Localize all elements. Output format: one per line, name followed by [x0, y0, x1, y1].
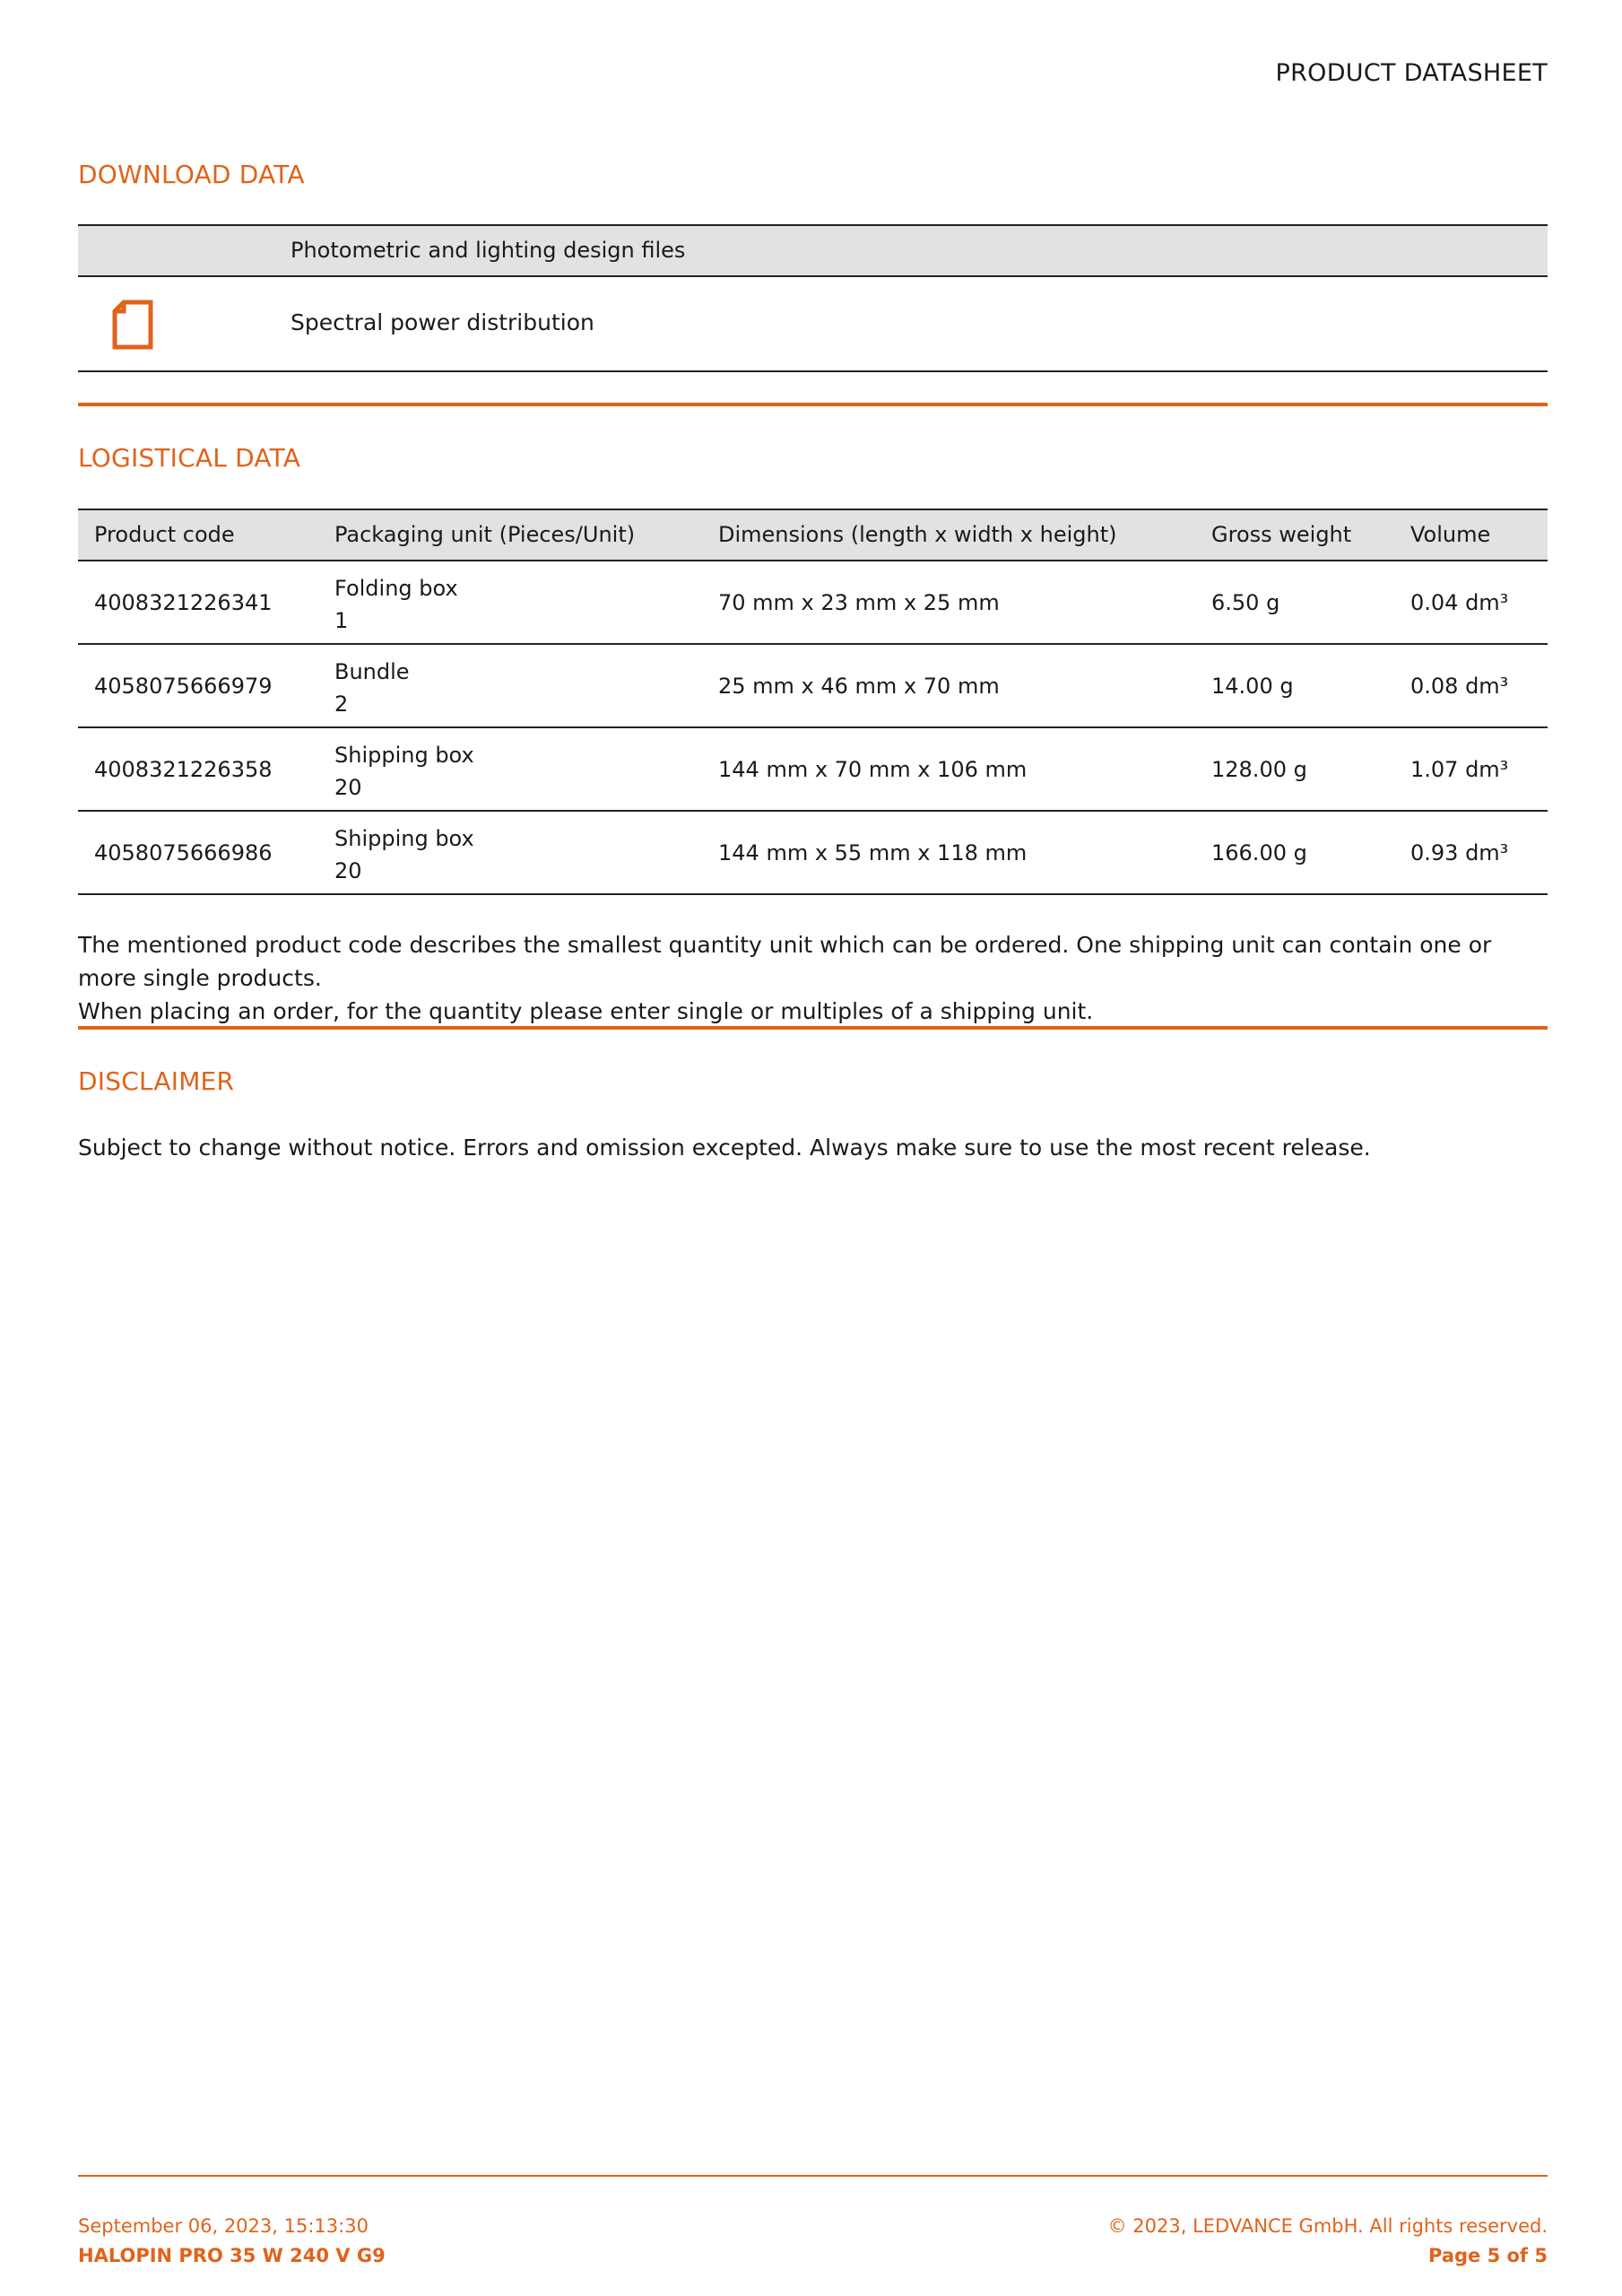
download-data-table [78, 224, 1548, 372]
gross-weight: 6.50 g [1211, 590, 1280, 615]
footer-right [1108, 2212, 1548, 2271]
packaging-quantity: 20 [334, 858, 362, 883]
packaging-type: Bundle [334, 659, 410, 684]
gross-weight: 166.00 g [1211, 840, 1307, 865]
packaging-unit [334, 739, 474, 804]
table-row [78, 561, 1548, 645]
logistical-data-table [78, 509, 1548, 895]
download-data-heading: DOWNLOAD DATA [78, 160, 305, 189]
logistical-data-heading: LOGISTICAL DATA [78, 443, 301, 473]
footer-divider [78, 2175, 1548, 2177]
document-icon[interactable] [109, 299, 156, 351]
packaging-unit [334, 572, 458, 637]
packaging-quantity: 20 [334, 775, 362, 800]
dimensions: 25 mm x 46 mm x 70 mm [718, 674, 1000, 699]
disclaimer-heading: DISCLAIMER [78, 1066, 235, 1096]
column-header-dimensions: Dimensions (length x width x height) [718, 522, 1117, 547]
gross-weight: 14.00 g [1211, 674, 1294, 699]
dimensions: 70 mm x 23 mm x 25 mm [718, 590, 1000, 615]
footer-copyright: © 2023, LEDVANCE GmbH. All rights reserved. [1107, 2215, 1548, 2237]
packaging-type: Folding box [334, 576, 458, 601]
document-header-title: PRODUCT DATASHEET [1275, 59, 1548, 87]
footer-page-number: Page 5 of 5 [1428, 2245, 1548, 2266]
volume: 1.07 dm³ [1410, 757, 1509, 782]
download-row-spectral[interactable] [78, 277, 1548, 372]
packaging-quantity: 1 [334, 608, 349, 633]
download-item-label[interactable]: Spectral power distribution [291, 309, 594, 335]
column-header-volume: Volume [1410, 522, 1491, 547]
dimensions: 144 mm x 55 mm x 118 mm [718, 840, 1028, 865]
volume: 0.93 dm³ [1410, 840, 1509, 865]
column-header-packaging-unit: Packaging unit (Pieces/Unit) [334, 522, 636, 547]
footer-product-name: HALOPIN PRO 35 W 240 V G9 [78, 2245, 386, 2266]
gross-weight: 128.00 g [1211, 757, 1307, 782]
dimensions: 144 mm x 70 mm x 106 mm [718, 757, 1028, 782]
table-row [78, 812, 1548, 895]
column-header-product-code: Product code [94, 522, 235, 547]
product-code: 4008321226358 [94, 757, 273, 782]
disclaimer-text: Subject to change without notice. Errors and omission excepted. Always make sure to use the most recent release. [78, 1135, 1371, 1161]
table-row [78, 645, 1548, 728]
logistical-table-header [78, 509, 1548, 561]
volume: 0.08 dm³ [1410, 674, 1509, 699]
section-divider [78, 1026, 1548, 1030]
section-divider [78, 403, 1548, 406]
volume: 0.04 dm³ [1410, 590, 1509, 615]
column-header-gross-weight: Gross weight [1211, 522, 1352, 547]
packaging-type: Shipping box [334, 743, 474, 768]
product-code: 4058075666986 [94, 840, 273, 865]
footer-left [78, 2212, 386, 2271]
packaging-quantity: 2 [334, 691, 349, 717]
logistics-note-line-2: When placing an order, for the quantity please enter single or multiples of a shipping unit. [78, 998, 1094, 1024]
product-code: 4008321226341 [94, 590, 273, 615]
datasheet-page [78, 0, 1548, 2296]
packaging-unit [334, 656, 410, 720]
logistics-note [78, 928, 1548, 1028]
logistics-note-line-1: The mentioned product code describes the smallest quantity unit which can be ordered. One shipping unit can contain one or more single products. [78, 932, 1492, 991]
packaging-type: Shipping box [334, 826, 474, 851]
download-table-header [78, 224, 1548, 277]
product-code: 4058075666979 [94, 674, 273, 699]
footer-date: September 06, 2023, 15:13:30 [78, 2215, 369, 2237]
packaging-unit [334, 822, 474, 887]
table-row [78, 728, 1548, 812]
download-column-header: Photometric and lighting design files [291, 238, 686, 263]
